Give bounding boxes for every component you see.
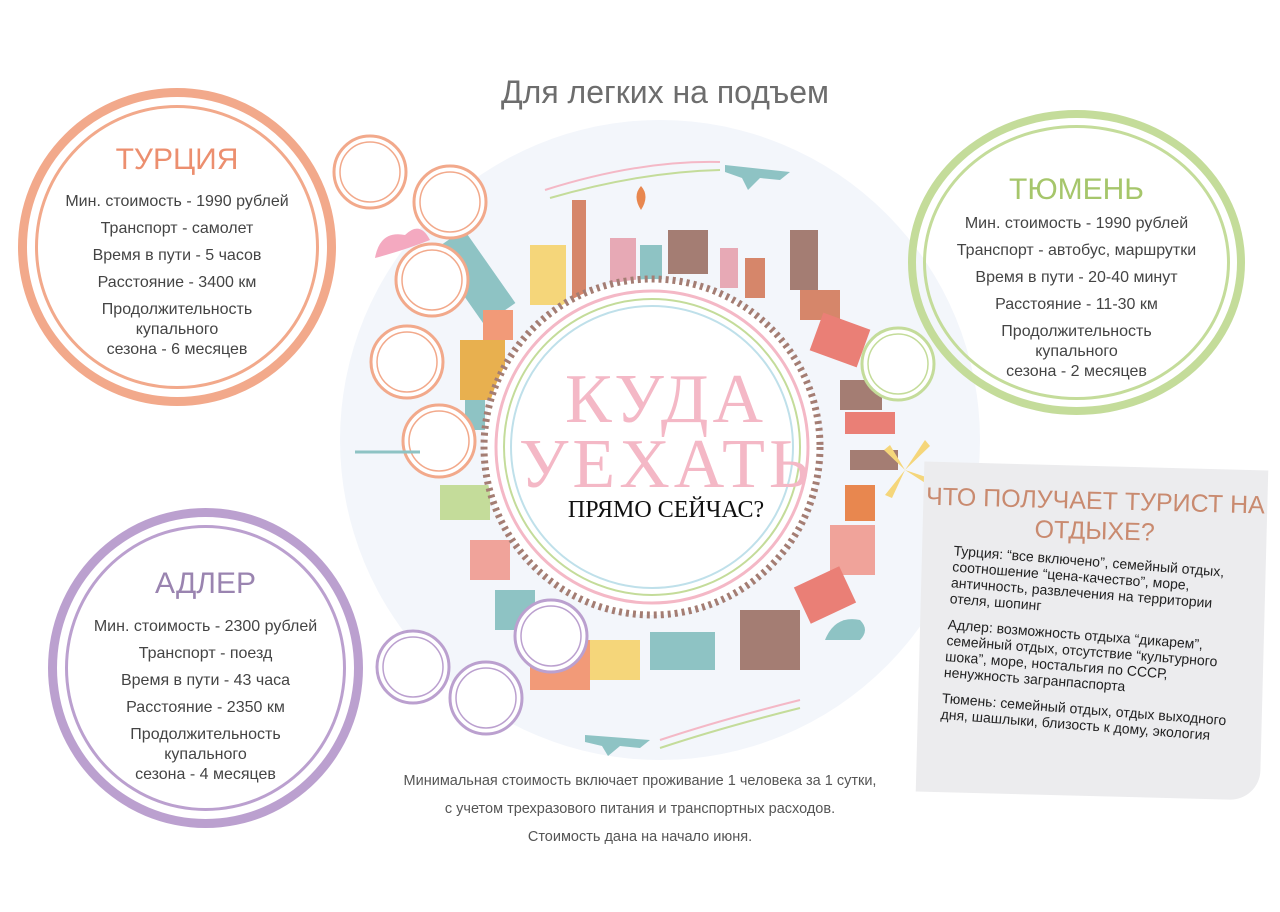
destination-name: ТУРЦИЯ xyxy=(115,143,239,176)
destination-details xyxy=(916,214,1237,389)
info-adler: Адлер: возможность отдыха “дикарем”, семейный отдых, отсутствие “культурного шока”, море, ностальгия по СССР, ненужность загранпаспорта xyxy=(943,616,1218,695)
headline-line2: УЕХАТЬ xyxy=(518,426,814,503)
min-cost: Мин. стоимость - 2300 рублей xyxy=(93,618,318,635)
destination-details xyxy=(57,617,354,792)
tourist-info-paragraphs xyxy=(939,542,1253,755)
footer-note xyxy=(340,767,940,851)
footer-line3: Стоимость дана на начало июня. xyxy=(527,829,753,845)
min-cost: Мин. стоимость - 1990 рублей xyxy=(964,215,1189,232)
transport: Транспорт - автобус, маршрутки xyxy=(956,242,1197,259)
headline-line3: ПРЯМО СЕЙЧАС? xyxy=(567,497,765,523)
page-title: Для легких на подъем xyxy=(500,74,829,110)
distance: Расстояние - 2350 км xyxy=(126,699,285,716)
headline-line1: КУДА xyxy=(564,361,768,438)
travel-time: Время в пути - 5 часов xyxy=(92,247,262,264)
destination-name: ТЮМЕНЬ xyxy=(1009,173,1144,206)
tourist-info-panel xyxy=(916,462,1269,801)
travel-time: Время в пути - 20-40 минут xyxy=(975,269,1178,286)
travel-time: Время в пути - 43 часа xyxy=(120,672,291,689)
footer-line1: Минимальная стоимость включает проживание 1 человека за 1 сутки, xyxy=(403,773,877,789)
destination-details xyxy=(27,192,327,367)
min-cost: Мин. стоимость - 1990 рублей xyxy=(65,193,289,210)
season-length: Продолжительность купального сезона - 6 месяцев xyxy=(101,301,253,358)
distance: Расстояние - 11-30 км xyxy=(995,296,1158,313)
destination-name: АДЛЕР xyxy=(154,567,257,600)
season-length: Продолжительность купального сезона - 4 месяцев xyxy=(130,726,281,783)
footer-line2: с учетом трехразового питания и транспортных расходов. xyxy=(444,801,836,817)
destination-tyumen xyxy=(908,110,1245,415)
distance: Расстояние - 3400 км xyxy=(97,274,257,291)
season-length: Продолжительность купального сезона - 2 месяцев xyxy=(1001,323,1152,380)
tourist-info-title: ЧТО ПОЛУЧАЕТ ТУРИСТ НА ОТДЫХЕ? xyxy=(925,482,1266,547)
info-tyumen: Тюмень: семейный отдых, отдых выходного дня, шашлыки, близость к дому, экология xyxy=(940,689,1227,744)
destination-turkey xyxy=(18,88,336,406)
info-turkey: Турция: “все включено”, семейный отдых, соотношение “цена-качество”, море, античность, развлечения на территории отеля, шопинг xyxy=(949,542,1225,614)
transport: Транспорт - поезд xyxy=(138,645,273,662)
destination-adler xyxy=(48,508,363,828)
transport: Транспорт - самолет xyxy=(100,220,254,237)
